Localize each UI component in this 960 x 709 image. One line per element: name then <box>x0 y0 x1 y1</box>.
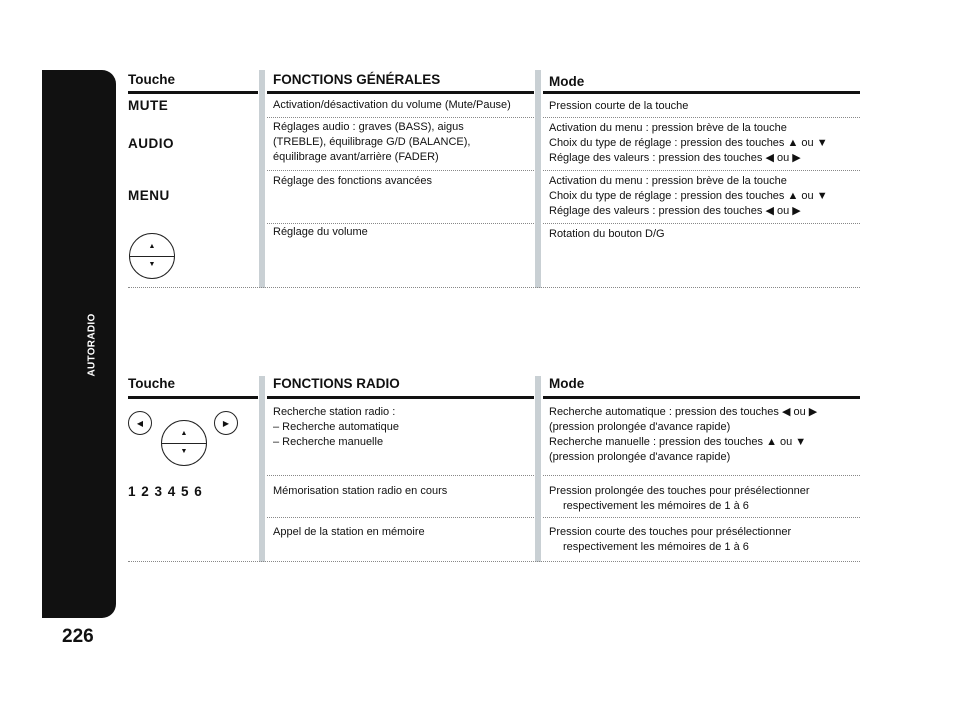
header-touche: Touche <box>128 72 175 87</box>
column-divider <box>535 376 541 562</box>
sidebar-label: AUTORADIO <box>86 313 98 377</box>
table-bottom-rule <box>128 287 860 288</box>
row-separator <box>267 117 534 118</box>
function-audio: Réglages audio : graves (BASS), aigus (TREBLE), équilibrage G/D (BALANCE), équilibrage avant/arrière (FADER) <box>273 121 471 163</box>
mode-memorisation: Pression prolongée des touches pour présélectionner respectivement les mémoires de 1 à 6 <box>549 485 810 512</box>
key-audio: AUDIO <box>128 136 174 151</box>
page-number: 226 <box>62 626 94 647</box>
header-rule <box>543 91 860 94</box>
key-mute: MUTE <box>128 98 169 113</box>
arrow-left-icon: ◀ <box>136 418 144 428</box>
function-recherche: Recherche station radio : – Recherche automatique – Recherche manuelle <box>273 406 399 448</box>
seek-right-button-icon <box>214 411 238 435</box>
arrow-up-icon: ▲ <box>148 243 156 250</box>
volume-knob-icon <box>129 233 175 279</box>
key-menu: MENU <box>128 188 170 203</box>
column-divider <box>535 70 541 288</box>
header-mode: Mode <box>549 376 585 391</box>
seek-buttons-icon <box>161 420 207 466</box>
row-separator <box>267 170 534 171</box>
table-bottom-rule <box>128 561 860 562</box>
mode-audio: Activation du menu : pression brève de la touche Choix du type de réglage : pression des touches ▲ ou ▼ Réglage des valeurs : pression des touches ◀ ou ▶ <box>549 122 828 164</box>
row-separator <box>543 117 860 118</box>
row-separator <box>267 475 534 476</box>
function-mute: Activation/désactivation du volume (Mute/Pause) <box>273 99 511 111</box>
header-touche: Touche <box>128 376 175 391</box>
header-rule <box>543 396 860 399</box>
row-separator <box>543 475 860 476</box>
key-presets: 1 2 3 4 5 6 <box>128 484 203 499</box>
function-volume: Réglage du volume <box>273 226 368 238</box>
arrow-down-icon: ▼ <box>180 448 188 455</box>
function-memorisation: Mémorisation station radio en cours <box>273 485 448 497</box>
arrow-up-icon: ▲ <box>180 430 188 437</box>
row-separator <box>543 517 860 518</box>
header-fonctions-generales: FONCTIONS GÉNÉRALES <box>273 72 441 87</box>
arrow-right-icon: ▶ <box>222 418 230 428</box>
sidebar-tab <box>42 70 116 618</box>
header-rule <box>128 91 258 94</box>
row-separator <box>267 517 534 518</box>
function-menu: Réglage des fonctions avancées <box>273 175 432 187</box>
header-mode: Mode <box>549 74 585 89</box>
mode-volume: Rotation du bouton D/G <box>549 228 665 240</box>
mode-appel: Pression courte des touches pour présélectionner respectivement les mémoires de 1 à 6 <box>549 526 792 553</box>
mode-recherche: Recherche automatique : pression des touches ◀ ou ▶ (pression prolongée d'avance rapide) Recherche manuelle : pression des touches ▲ ou ▼ (pression prolongée d'avance rapide) <box>549 406 818 463</box>
header-rule <box>267 396 534 399</box>
function-appel: Appel de la station en mémoire <box>273 526 425 538</box>
row-separator <box>267 223 534 224</box>
mode-mute: Pression courte de la touche <box>549 100 689 112</box>
row-separator <box>543 170 860 171</box>
column-divider <box>259 376 265 562</box>
header-rule <box>128 396 258 399</box>
arrow-down-icon: ▼ <box>148 261 156 268</box>
header-rule <box>267 91 534 94</box>
column-divider <box>259 70 265 288</box>
seek-left-button-icon <box>128 411 152 435</box>
mode-menu: Activation du menu : pression brève de la touche Choix du type de réglage : pression des touches ▲ ou ▼ Réglage des valeurs : pression des touches ◀ ou ▶ <box>549 175 828 217</box>
header-fonctions-radio: FONCTIONS RADIO <box>273 376 400 391</box>
row-separator <box>543 223 860 224</box>
